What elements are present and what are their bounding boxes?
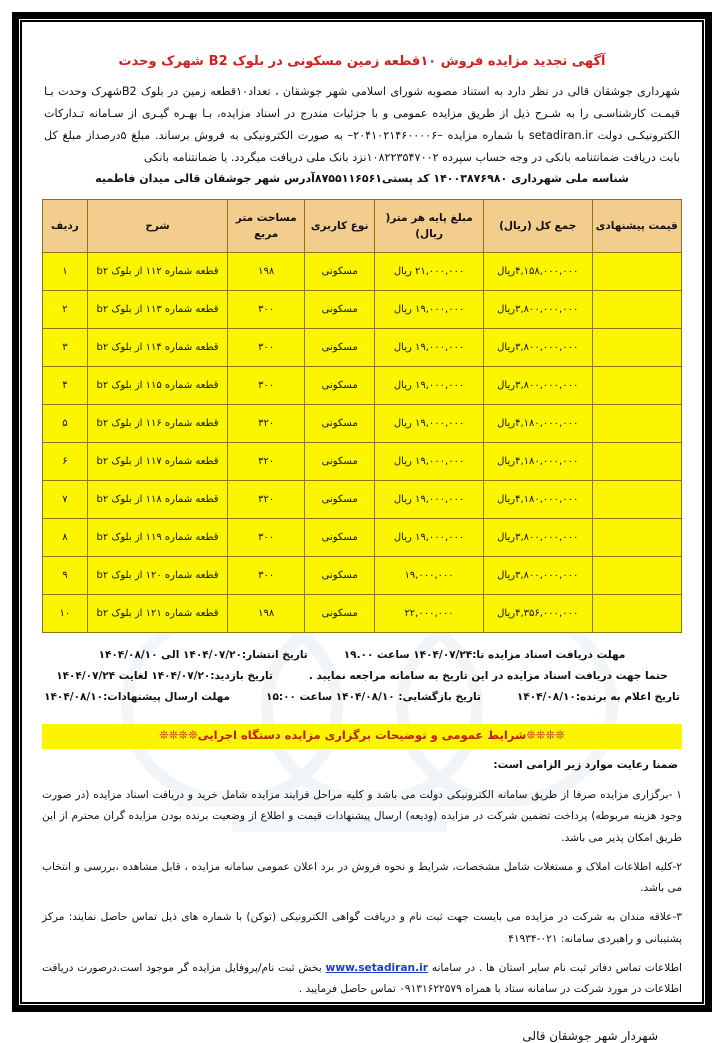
cell-area: ۳۲۰ (228, 481, 305, 519)
header-base-price: مبلغ پایه هر متر( ریال) (375, 200, 484, 253)
table-row (43, 329, 682, 367)
cell-offer-price (592, 253, 681, 291)
header-total: جمع کل (ریال) (483, 200, 592, 253)
schedule-line-1 (42, 645, 682, 666)
header-usage-type: نوع کاربری (305, 200, 375, 253)
cell-total: ۴,۳۵۶,۰۰۰,۰۰۰ریال (483, 595, 592, 633)
table-row (43, 519, 682, 557)
cell-description: قطعه شماره ۱۱۴ از بلوک b۲ (87, 329, 228, 367)
cell-total: ۴,۱۸۰,۰۰۰,۰۰۰ریال (483, 443, 592, 481)
cell-base-price: ۱۹,۰۰۰,۰۰۰ (375, 557, 484, 595)
cell-area: ۳۰۰ (228, 329, 305, 367)
cell-description: قطعه شماره ۱۱۵ از بلوک b۲ (87, 367, 228, 405)
cell-description: قطعه شماره ۱۱۶ از بلوک b۲ (87, 405, 228, 443)
cell-offer-price (592, 405, 681, 443)
contact-suffix-text: بخش ثبت نام/پروفایل مزایده گر موجود است.درصورت دریافت اطلاعات در مورد شرکت در سامانه ستاد با همراه ۰۹۱۳۱۶۲۲۵۷۹ تماس حاصل فرمایید . (42, 961, 682, 996)
header-row-number: ردیف (43, 200, 88, 253)
table-row (43, 405, 682, 443)
publish-date: تاریخ انتشار:۱۴۰۴/۰۷/۲۰ الی ۱۴۰۴/۰۸/۱۰ (98, 649, 308, 662)
cell-area: ۳۲۰ (228, 443, 305, 481)
cell-offer-price (592, 481, 681, 519)
lots-table-body (43, 253, 682, 633)
cell-base-price: ۱۹,۰۰۰,۰۰۰ ریال (375, 329, 484, 367)
cell-area: ۳۰۰ (228, 367, 305, 405)
cell-area: ۳۰۰ (228, 557, 305, 595)
document-content (26, 26, 698, 1043)
cell-description: قطعه شماره ۱۲۱ از بلوک b۲ (87, 595, 228, 633)
cell-offer-price (592, 367, 681, 405)
cell-base-price: ۱۹,۰۰۰,۰۰۰ ریال (375, 443, 484, 481)
schedule-block (42, 645, 682, 708)
table-row (43, 557, 682, 595)
table-header-row (43, 200, 682, 253)
signature-line: شهردار شهر جوشقان قالی (522, 1028, 658, 1043)
cell-row-number: ۵ (43, 405, 88, 443)
offers-docs-deadline: مهلت دریافت اسناد مزایده تا:۱۴۰۴/۰۷/۲۴ ساعت ۱۹.۰۰ (343, 649, 626, 662)
cell-row-number: ۱۰ (43, 595, 88, 633)
cell-description: قطعه شماره ۱۱۲ از بلوک b۲ (87, 253, 228, 291)
cell-area: ۱۹۸ (228, 595, 305, 633)
contact-prefix-text: اطلاعات تماس دفاتر ثبت نام سایر استان ها . در سامانه (431, 961, 682, 974)
cell-area: ۱۹۸ (228, 253, 305, 291)
opening-date: تاریخ بازگشایی: ۱۴۰۴/۰۸/۱۰ ساعت ۱۵:۰۰ (266, 691, 481, 704)
cell-description: قطعه شماره ۱۱۹ از بلوک b۲ (87, 519, 228, 557)
setadiran-link[interactable]: www.setadiran.ir (325, 961, 428, 974)
page-title: آگهی تجدید مزایده فروش ۱۰قطعه زمین مسکونی در بلوک B2 شهرک وحدت (118, 54, 606, 69)
cell-base-price: ۱۹,۰۰۰,۰۰۰ ریال (375, 405, 484, 443)
cell-usage-type: مسکونی (305, 443, 375, 481)
cell-description: قطعه شماره ۱۱۳ از بلوک b۲ (87, 291, 228, 329)
cell-area: ۳۰۰ (228, 291, 305, 329)
header-area: مساحت متر مربع (228, 200, 305, 253)
contact-paragraph (42, 958, 682, 1001)
intro-center-line: شناسه ملی شهرداری ۱۴۰۰۳۸۷۶۹۸۰ کد پستی۸۷۵۵۱۱۶۵۶۱آدرس شهر جوشقان قالی میدان فاطمیه (95, 172, 629, 186)
cell-offer-price (592, 329, 681, 367)
cell-row-number: ۶ (43, 443, 88, 481)
clause-item: ۳-علاقه مندان به شرکت در مزایده می بایست جهت ثبت نام و دریافت گواهی الکترونیکی (توکن) با شماره های ذیل تماس حاصل نمایند: مرکز پشتیبانی و راهبردی سامانه: ۰۲۱-۴۱۹۳۴ (42, 911, 682, 945)
table-row (43, 367, 682, 405)
schedule-line-2 (42, 666, 682, 687)
cell-usage-type: مسکونی (305, 595, 375, 633)
cell-description: قطعه شماره ۱۱۸ از بلوک b۲ (87, 481, 228, 519)
cell-base-price: ۱۹,۰۰۰,۰۰۰ ریال (375, 367, 484, 405)
intro-paragraph: شهرداری جوشقان قالی در نظر دارد به استناد مصوبه شورای اسلامی شهر جوشقان ، تعداد۱۰قطعه زمین در بلوک B2شهرک وحدت بـا قیمـت کارشناسـی را به شـرح ذیل از طریق مزایده عمومی و با جزئیات مندرج در اسناد مزایده، بـا بهـره گیـری از سـامانه تـدارکات الکترونیکـی دولت setadiran.ir با شماره مزایده –۲۰۴۱۰۲۱۴۶۰۰۰۰۶– به صورت الکترونیکی به فروش برساند. مبلغ ۵درصداز مبلغ کل بابت دریافت ضمانتنامه بانکی در وجه حساب سپرده ۱۰۸۲۲۳۵۴۷۰۰۲نزد بانک ملی دریافت میگردد. یا ضمانتنامه بانکی (44, 85, 680, 164)
table-row (43, 443, 682, 481)
cell-description: قطعه شماره ۱۲۰ از بلوک b۲ (87, 557, 228, 595)
table-row (43, 481, 682, 519)
visit-note: حتما جهت دریافت اسناد مزایده در این تاریخ به سامانه مراجعه نمایبد . (308, 670, 668, 683)
cell-offer-price (592, 443, 681, 481)
cell-offer-price (592, 557, 681, 595)
table-row (43, 253, 682, 291)
cell-usage-type: مسکونی (305, 253, 375, 291)
schedule-line-3 (42, 687, 682, 708)
cell-row-number: ۷ (43, 481, 88, 519)
cell-base-price: ۱۹,۰۰۰,۰۰۰ ریال (375, 519, 484, 557)
cell-total: ۴,۱۸۰,۰۰۰,۰۰۰ریال (483, 405, 592, 443)
cell-usage-type: مسکونی (305, 329, 375, 367)
cell-total: ۳,۸۰۰,۰۰۰,۰۰۰ریال (483, 329, 592, 367)
cell-row-number: ۳ (43, 329, 88, 367)
cell-total: ۴,۱۵۸,۰۰۰,۰۰۰ریال (483, 253, 592, 291)
cell-base-price: ۱۹,۰۰۰,۰۰۰ ریال (375, 291, 484, 329)
cell-base-price: ۲۱,۰۰۰,۰۰۰ ریال (375, 253, 484, 291)
cell-usage-type: مسکونی (305, 367, 375, 405)
cell-row-number: ۲ (43, 291, 88, 329)
cell-base-price: ۲۲,۰۰۰,۰۰۰ (375, 595, 484, 633)
cell-description: قطعه شماره ۱۱۷ از بلوک b۲ (87, 443, 228, 481)
cell-row-number: ۴ (43, 367, 88, 405)
visit-date: تاریخ بازدید:۱۴۰۴/۰۷/۲۰ لغایت ۱۴۰۴/۰۷/۲۴ (56, 670, 273, 683)
cell-usage-type: مسکونی (305, 291, 375, 329)
cell-offer-price (592, 291, 681, 329)
clause-item: ۱ -برگزاری مزایده صرفا از طریق سامانه الکترونیکی دولت می باشد و کلیه مراحل فرایند مزایده شامل خرید و دریافت اسناد مزایده (در صورت وجود هزینه مربوطه) پرداخت تضمین شرکت در مزایده (ودیعه) ارسال پیشنهادات قیمت و اطلاع از وضعیت برنده بودن مزایده گران محترم از این طریق امکان پذیر می باشد. (42, 788, 682, 845)
clause-item: ۲-کلیه اطلاعات املاک و مستغلات شامل مشخصات، شرایط و نحوه فروش در برد اعلان عمومی سامانه مزایده ، قابل مشاهده ،بررسی و انتخاب می باشد. (42, 860, 682, 895)
winner-announce-date: تاریخ اعلام به برنده:۱۴۰۴/۰۸/۱۰ (516, 691, 680, 704)
cell-usage-type: مسکونی (305, 557, 375, 595)
cell-total: ۳,۸۰۰,۰۰۰,۰۰۰ریال (483, 291, 592, 329)
cell-total: ۳,۸۰۰,۰۰۰,۰۰۰ریال (483, 519, 592, 557)
lots-table (42, 199, 682, 633)
cell-usage-type: مسکونی (305, 519, 375, 557)
header-offer-price: قیمت پیشنهادی (592, 200, 681, 253)
offers-send-deadline: مهلت ارسال پیشنهادات:۱۴۰۴/۰۸/۱۰ (44, 691, 231, 704)
cell-total: ۴,۱۸۰,۰۰۰,۰۰۰ریال (483, 481, 592, 519)
cell-area: ۳۲۰ (228, 405, 305, 443)
header-description: شرح (87, 200, 228, 253)
cell-usage-type: مسکونی (305, 481, 375, 519)
cell-row-number: ۸ (43, 519, 88, 557)
conditions-list (42, 785, 682, 1001)
cell-usage-type: مسکونی (305, 405, 375, 443)
cell-base-price: ۱۹,۰۰۰,۰۰۰ ریال (375, 481, 484, 519)
cell-area: ۳۰۰ (228, 519, 305, 557)
cell-offer-price (592, 519, 681, 557)
cell-offer-price (592, 595, 681, 633)
table-row (43, 595, 682, 633)
cell-row-number: ۹ (43, 557, 88, 595)
cell-row-number: ۱ (43, 253, 88, 291)
cell-total: ۳,۸۰۰,۰۰۰,۰۰۰ریال (483, 367, 592, 405)
cell-total: ۳,۸۰۰,۰۰۰,۰۰۰ریال (483, 557, 592, 595)
table-row (43, 291, 682, 329)
conditions-subnote: ضمنا رعایت موارد زیر الزامی است: (493, 758, 678, 771)
conditions-banner: ❊❊❊❊شرایط عمومی و توضیحات برگزاری مزایده دستگاه اجرایی❊❊❊❊ (42, 724, 682, 748)
